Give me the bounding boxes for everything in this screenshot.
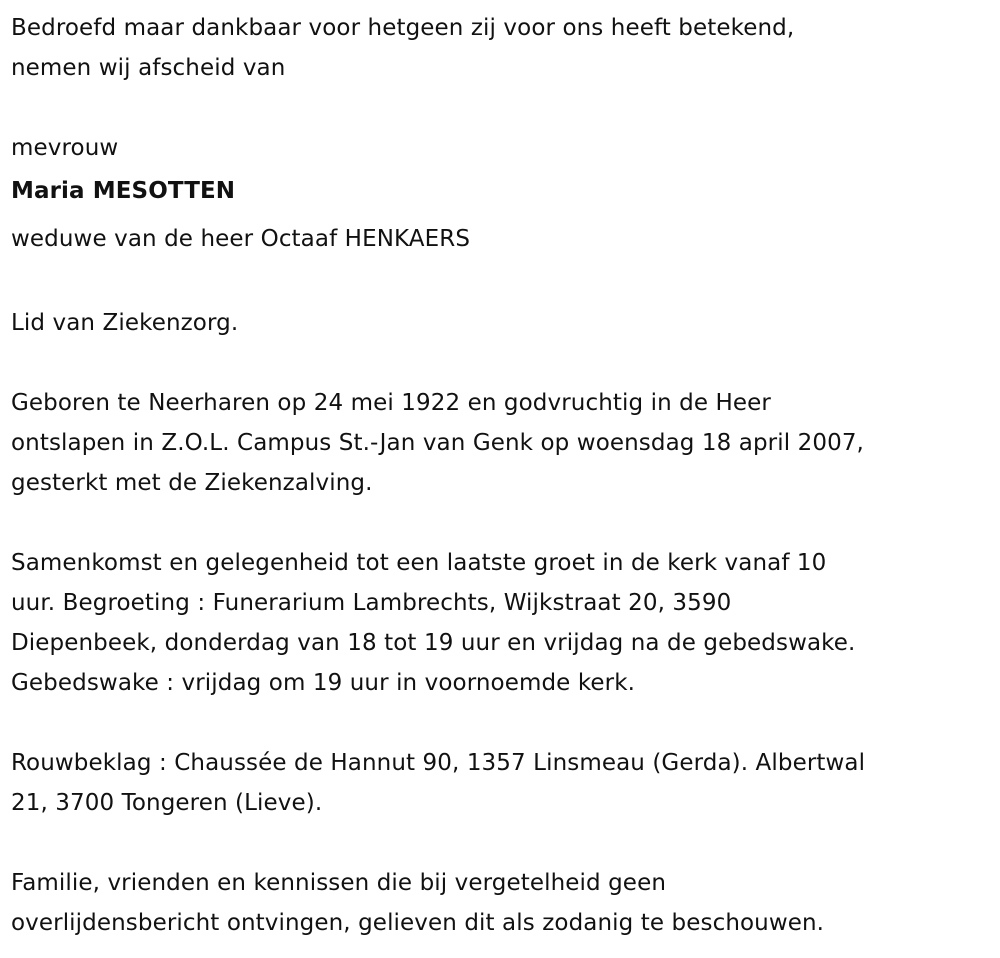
title-prefix: mevrouw: [11, 135, 119, 161]
birth-death-paragraph: [11, 383, 991, 503]
ceremony-paragraph: [11, 543, 991, 703]
text-line: Samenkomst en gelegenheid tot een laatste groet in de kerk vanaf 10: [11, 550, 827, 576]
text-line: uur. Begroeting : Funerarium Lambrechts, Wijkstraat 20, 3590: [11, 590, 732, 616]
condolences-paragraph: [11, 743, 991, 823]
text-line: nemen wij afscheid van: [11, 55, 286, 81]
text-line: Familie, vrienden en kennissen die bij vergetelheid geen: [11, 870, 666, 896]
intro-paragraph: [11, 8, 991, 88]
text-line: Bedroefd maar dankbaar voor hetgeen zij voor ons heeft betekend,: [11, 15, 795, 41]
deceased-name: Maria MESOTTEN: [11, 178, 236, 204]
widow-of: weduwe van de heer Octaaf HENKAERS: [11, 226, 471, 252]
text-line: overlijdensbericht ontvingen, gelieven dit als zodanig te beschouwen.: [11, 910, 825, 936]
closing-paragraph: [11, 863, 991, 943]
text-line: Gebedswake : vrijdag om 19 uur in voornoemde kerk.: [11, 670, 636, 696]
text-line: gesterkt met de Ziekenzalving.: [11, 470, 373, 496]
text-line: 21, 3700 Tongeren (Lieve).: [11, 790, 323, 816]
text-line: ontslapen in Z.O.L. Campus St.-Jan van Genk op woensdag 18 april 2007,: [11, 430, 864, 456]
death-notice: [11, 8, 991, 943]
text-line: Diepenbeek, donderdag van 18 tot 19 uur en vrijdag na de gebedswake.: [11, 630, 856, 656]
text-line: Rouwbeklag : Chaussée de Hannut 90, 1357 Linsmeau (Gerda). Albertwal: [11, 750, 866, 776]
text-line: Geboren te Neerharen op 24 mei 1922 en godvruchtig in de Heer: [11, 390, 771, 416]
membership: Lid van Ziekenzorg.: [11, 310, 239, 336]
